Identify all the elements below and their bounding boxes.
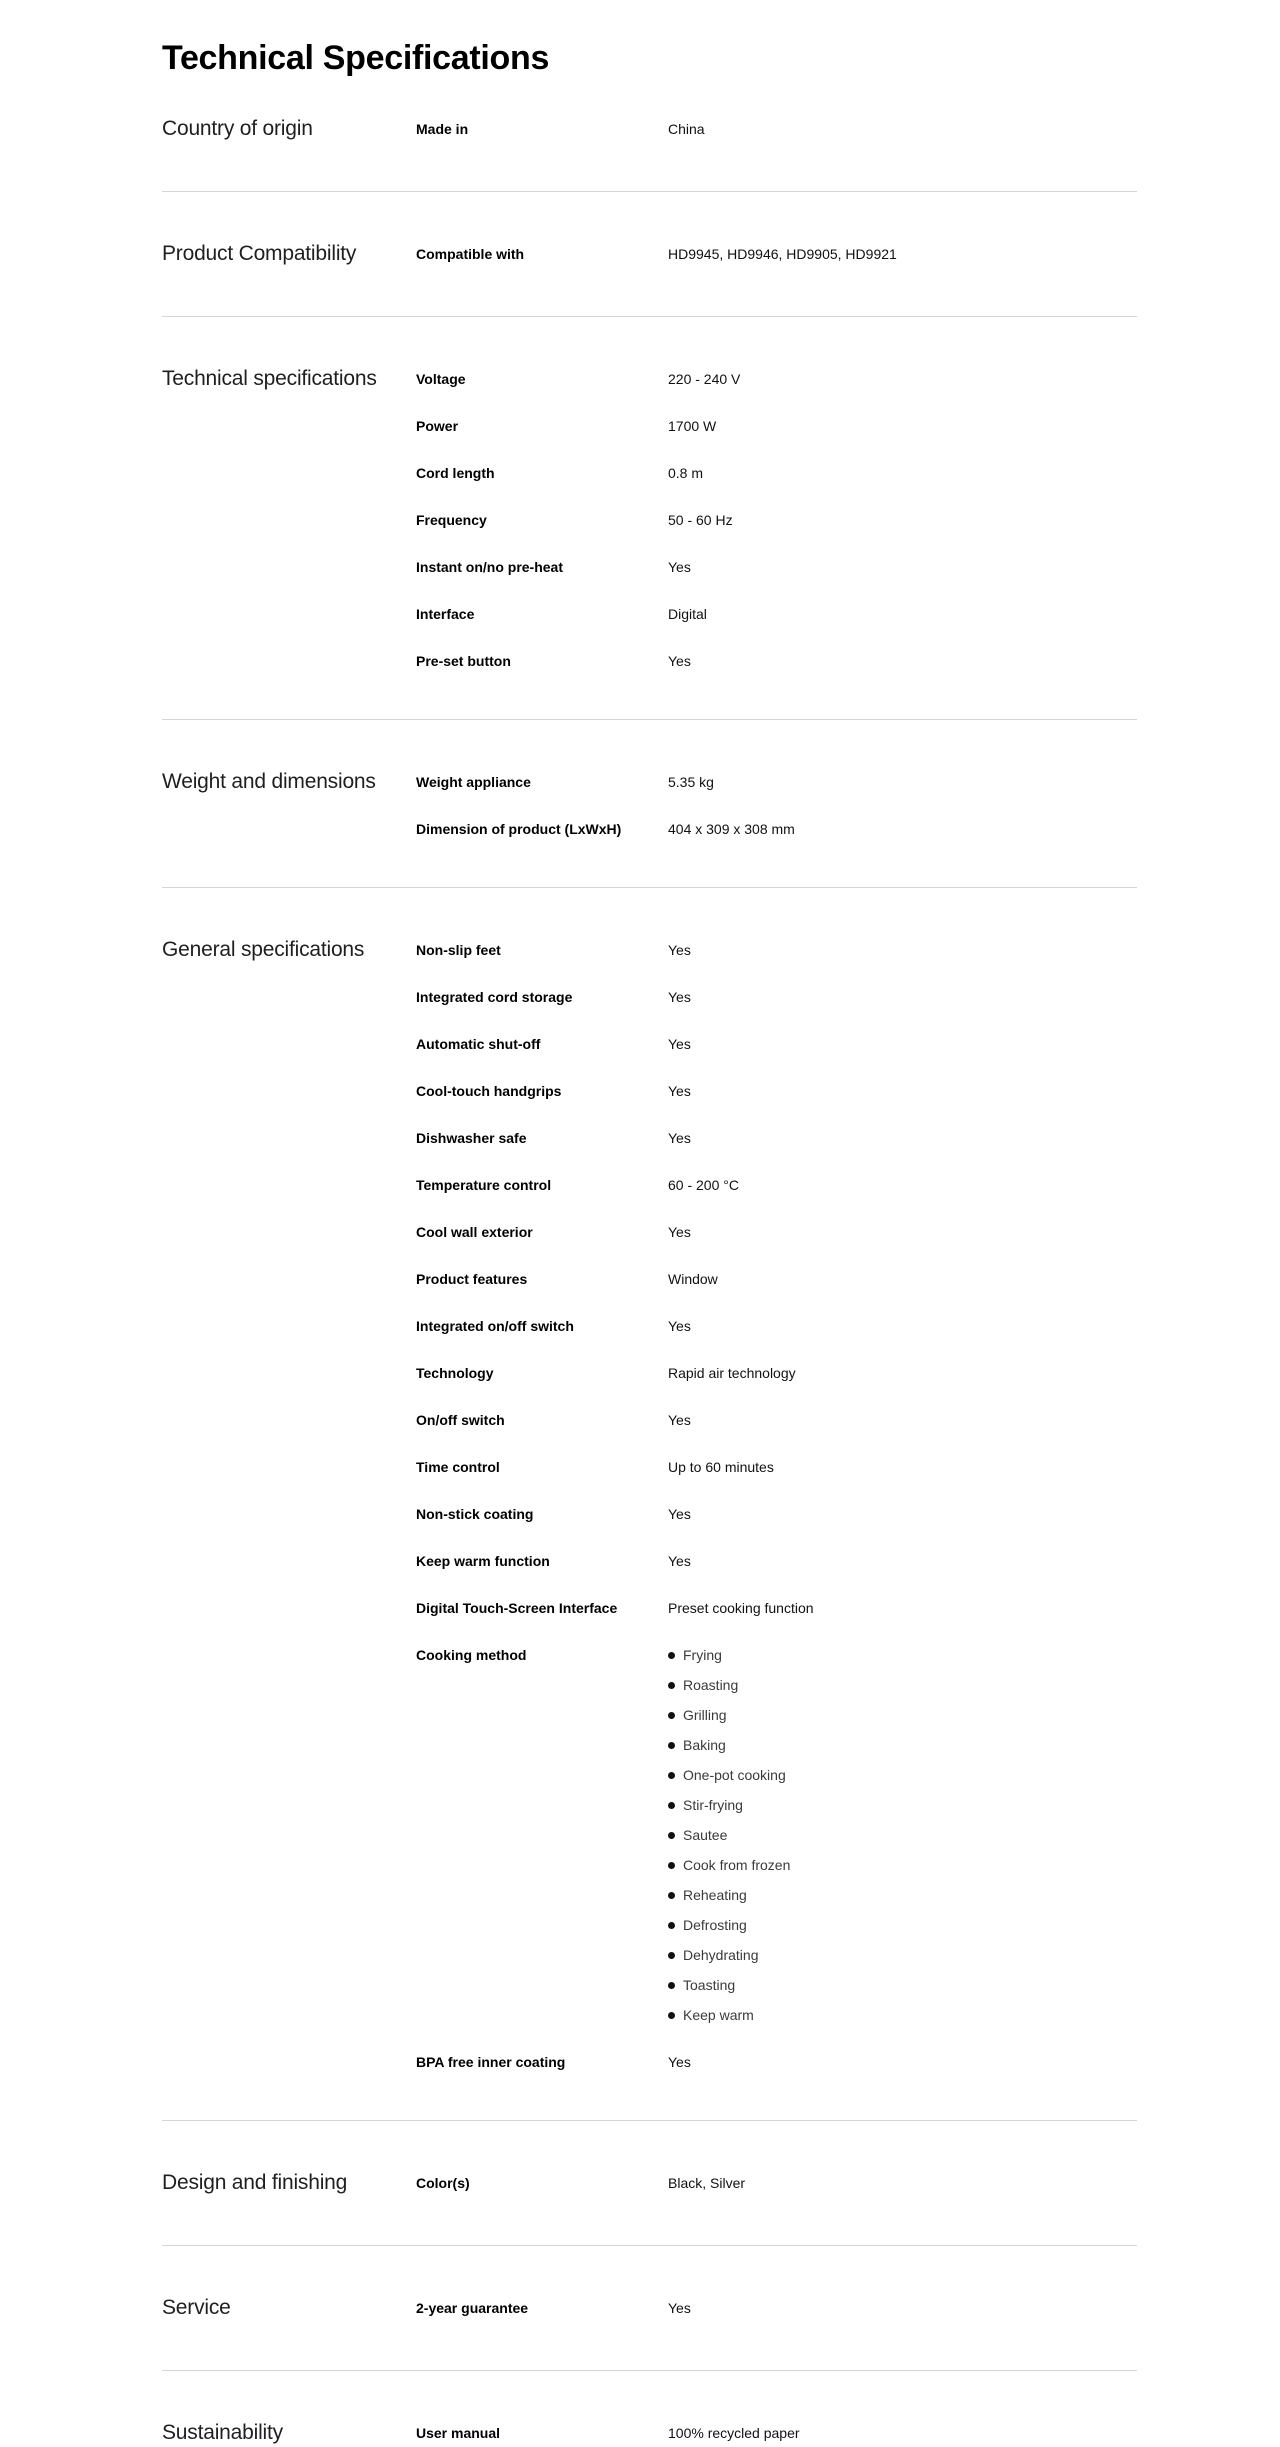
spec-label: Power: [416, 418, 459, 434]
bullet-dot-icon: [668, 1922, 675, 1929]
spec-value: [668, 1641, 1137, 2025]
spec-label: Non-slip feet: [416, 942, 501, 958]
spec-label: Made in: [416, 121, 469, 137]
spec-row: [416, 647, 1137, 671]
spec-value: Black, Silver: [668, 2175, 746, 2191]
list-item-text: Reheating: [683, 1887, 747, 1903]
spec-sections: [162, 115, 1137, 2447]
spec-rows: [416, 365, 1137, 671]
list-item: [668, 1795, 1137, 1815]
bullet-dot-icon: [668, 1832, 675, 1839]
section-title: Weight and dimensions: [162, 770, 376, 793]
spec-row: [416, 2048, 1137, 2072]
spec-value: 60 - 200 °C: [668, 1177, 739, 1193]
spec-label: Cool-touch handgrips: [416, 1083, 562, 1099]
list-item-text: Toasting: [683, 1977, 736, 1993]
spec-label: Non-stick coating: [416, 1506, 534, 1522]
page-title: Technical Specifications: [162, 39, 550, 77]
spec-value: Yes: [668, 1130, 691, 1146]
section-title: Technical specifications: [162, 367, 377, 390]
spec-section-sustainability: [162, 2370, 1137, 2447]
spec-label: Integrated on/off switch: [416, 1318, 574, 1334]
bullet-dot-icon: [668, 2012, 675, 2019]
spec-label: Frequency: [416, 512, 487, 528]
section-title: General specifications: [162, 938, 365, 961]
spec-label: 2-year guarantee: [416, 2300, 529, 2316]
spec-value: 1700 W: [668, 418, 717, 434]
spec-label: Temperature control: [416, 1177, 552, 1193]
list-item-text: One-pot cooking: [683, 1767, 786, 1783]
spec-label: Voltage: [416, 371, 466, 387]
spec-section-design-and-finishing: [162, 2120, 1137, 2197]
spec-row: [416, 1030, 1137, 1054]
spec-rows: [416, 768, 1137, 839]
list-item: [668, 1885, 1137, 1905]
spec-value: Yes: [668, 559, 691, 575]
spec-row: [416, 1124, 1137, 1148]
spec-row: [416, 115, 1137, 139]
spec-value: 100% recycled paper: [668, 2425, 800, 2441]
list-item-text: Grilling: [683, 1707, 727, 1723]
list-item: [668, 1975, 1137, 1995]
spec-rows: [416, 240, 1137, 264]
spec-value: Yes: [668, 989, 691, 1005]
spec-value: HD9945, HD9946, HD9905, HD9921: [668, 246, 897, 262]
spec-row: [416, 365, 1137, 389]
spec-value: Yes: [668, 942, 691, 958]
spec-row: [416, 936, 1137, 960]
list-item: [668, 1705, 1137, 1725]
list-item: [668, 1765, 1137, 1785]
spec-rows: [416, 2169, 1137, 2193]
spec-value: Yes: [668, 1318, 691, 1334]
spec-label: Integrated cord storage: [416, 989, 573, 1005]
list-item: [668, 1855, 1137, 1875]
spec-label: Compatible with: [416, 246, 525, 262]
spec-row: [416, 1265, 1137, 1289]
bullet-dot-icon: [668, 1742, 675, 1749]
spec-label: On/off switch: [416, 1412, 505, 1428]
list-item: [668, 1645, 1137, 1665]
spec-row: [416, 1406, 1137, 1430]
list-item-text: Stir-frying: [683, 1797, 743, 1813]
bullet-dot-icon: [668, 1952, 675, 1959]
bullet-dot-icon: [668, 1982, 675, 1989]
spec-value: 0.8 m: [668, 465, 704, 481]
spec-value: Yes: [668, 2300, 691, 2316]
spec-label: Interface: [416, 606, 475, 622]
bullet-dot-icon: [668, 1772, 675, 1779]
spec-row: [416, 240, 1137, 264]
spec-value: Window: [668, 1271, 718, 1287]
spec-label: BPA free inner coating: [416, 2054, 566, 2070]
spec-row: [416, 983, 1137, 1007]
spec-row: [416, 768, 1137, 792]
spec-row: [416, 1359, 1137, 1383]
spec-row: [416, 2419, 1137, 2443]
spec-row: [416, 1500, 1137, 1524]
spec-value: Yes: [668, 1506, 691, 1522]
spec-content: [162, 0, 1137, 2447]
list-item-text: Dehydrating: [683, 1947, 759, 1963]
spec-label: Time control: [416, 1459, 500, 1475]
list-item: [668, 2005, 1137, 2025]
spec-value: 50 - 60 Hz: [668, 512, 733, 528]
section-title: Product Compatibility: [162, 242, 357, 265]
spec-label: Technology: [416, 1365, 494, 1381]
section-title: Sustainability: [162, 2421, 283, 2444]
spec-value: 5.35 kg: [668, 774, 714, 790]
bullet-dot-icon: [668, 1802, 675, 1809]
spec-value: 404 x 309 x 308 mm: [668, 821, 795, 837]
spec-value: China: [668, 121, 705, 137]
list-item: [668, 1675, 1137, 1695]
spec-row: [416, 1641, 1137, 2025]
spec-value: Up to 60 minutes: [668, 1459, 774, 1475]
section-title: Service: [162, 2296, 231, 2319]
spec-value: 220 - 240 V: [668, 371, 741, 387]
spec-row: [416, 600, 1137, 624]
list-item: [668, 1825, 1137, 1845]
spec-label: Weight appliance: [416, 774, 531, 790]
bullet-dot-icon: [668, 1712, 675, 1719]
list-item-text: Keep warm: [683, 2007, 754, 2023]
spec-row: [416, 412, 1137, 436]
spec-row: [416, 1312, 1137, 1336]
spec-row: [416, 553, 1137, 577]
spec-section-country-of-origin: [162, 115, 1137, 143]
bullet-dot-icon: [668, 1652, 675, 1659]
spec-row: [416, 1547, 1137, 1571]
spec-rows: [416, 2294, 1137, 2318]
spec-label: Dimension of product (LxWxH): [416, 821, 622, 837]
spec-row: [416, 815, 1137, 839]
spec-row: [416, 1453, 1137, 1477]
spec-row: [416, 1171, 1137, 1195]
spec-row: [416, 1077, 1137, 1101]
spec-label: User manual: [416, 2425, 501, 2441]
spec-section-product-compatibility: [162, 191, 1137, 268]
bullet-dot-icon: [668, 1892, 675, 1899]
spec-value: Yes: [668, 1553, 691, 1569]
spec-section-general-specifications: [162, 887, 1137, 2072]
bullet-dot-icon: [668, 1682, 675, 1689]
spec-row: [416, 2294, 1137, 2318]
spec-row: [416, 1594, 1137, 1618]
list-item-text: Roasting: [683, 1677, 739, 1693]
list-item-text: Defrosting: [683, 1917, 747, 1933]
cooking-method-list: [668, 1645, 1137, 2025]
spec-rows: [416, 2419, 1137, 2443]
spec-row: [416, 1218, 1137, 1242]
spec-value: Yes: [668, 1412, 691, 1428]
spec-section-technical-specifications: [162, 316, 1137, 671]
bullet-dot-icon: [668, 1862, 675, 1869]
spec-value: Yes: [668, 2054, 691, 2070]
spec-label: Color(s): [416, 2175, 470, 2191]
list-item: [668, 1915, 1137, 1935]
spec-rows: [416, 936, 1137, 2072]
spec-value: Preset cooking function: [668, 1600, 814, 1616]
spec-label: Cooking method: [416, 1647, 527, 1663]
spec-value: Yes: [668, 1224, 691, 1240]
spec-label: Instant on/no pre-heat: [416, 559, 563, 575]
section-title: Country of origin: [162, 117, 313, 140]
spec-value: Yes: [668, 1083, 691, 1099]
spec-label: Cool wall exterior: [416, 1224, 533, 1240]
spec-value: Yes: [668, 1036, 691, 1052]
list-item-text: Baking: [683, 1737, 726, 1753]
spec-value: Yes: [668, 653, 691, 669]
spec-row: [416, 2169, 1137, 2193]
spec-label: Pre-set button: [416, 653, 511, 669]
spec-row: [416, 459, 1137, 483]
spec-label: Digital Touch-Screen Interface: [416, 1600, 618, 1616]
spec-row: [416, 506, 1137, 530]
list-item-text: Cook from frozen: [683, 1857, 791, 1873]
spec-label: Cord length: [416, 465, 495, 481]
spec-section-service: [162, 2245, 1137, 2322]
spec-value: Digital: [668, 606, 707, 622]
spec-section-weight-and-dimensions: [162, 719, 1137, 839]
spec-rows: [416, 115, 1137, 139]
list-item: [668, 1945, 1137, 1965]
spec-label: Keep warm function: [416, 1553, 550, 1569]
list-item-text: Sautee: [683, 1827, 728, 1843]
spec-label: Product features: [416, 1271, 528, 1287]
section-title: Design and finishing: [162, 2171, 348, 2194]
spec-value: Rapid air technology: [668, 1365, 796, 1381]
spec-label: Dishwasher safe: [416, 1130, 527, 1146]
list-item: [668, 1735, 1137, 1755]
list-item-text: Frying: [683, 1647, 722, 1663]
spec-label: Automatic shut-off: [416, 1036, 541, 1052]
